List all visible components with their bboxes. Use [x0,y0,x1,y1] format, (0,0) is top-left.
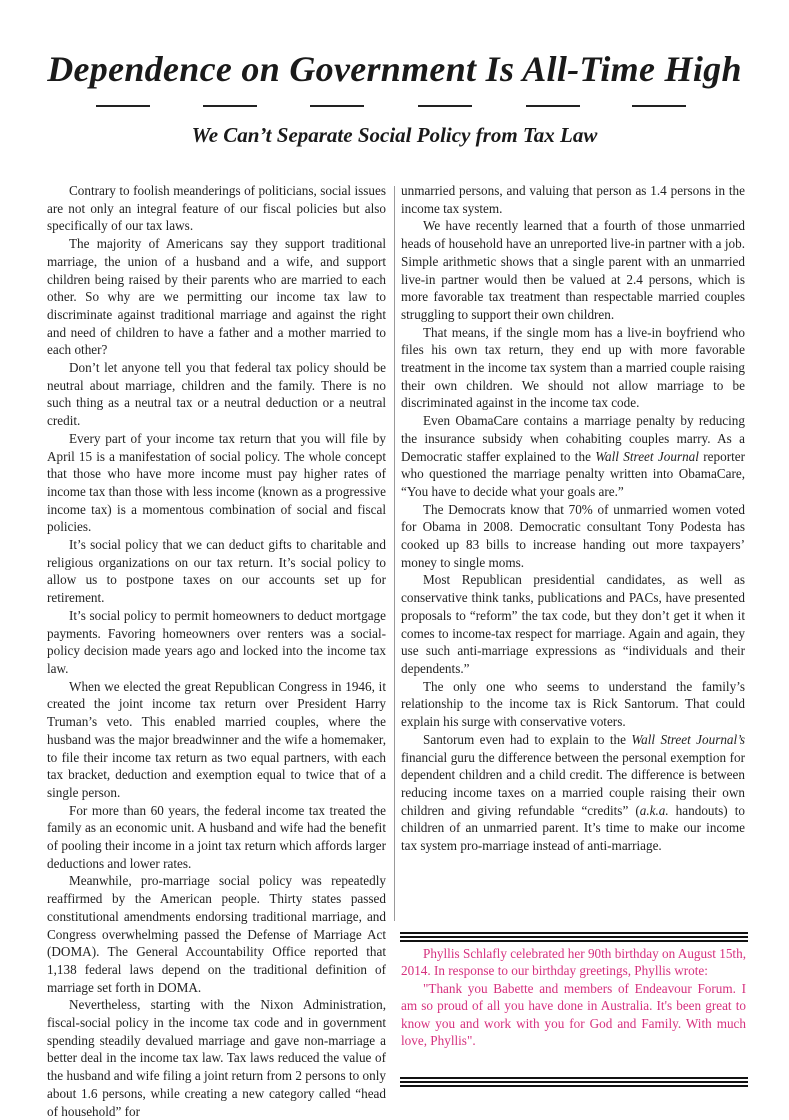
paragraph: unmarried persons, and valuing that person as 1.4 persons in the income tax system. [401,183,745,216]
paragraph: When we elected the great Republican Congress in 1946, it created the joint income tax return over President Harry Truman’s veto. This enabled married couples, where the husband was the major breadwinner and the wife a homemaker, to file their income tax return as two equal partners, with each tax bracket, deduction and exemption equal to twice that of a single person. [47,678,386,800]
paragraph: For more than 60 years, the federal income tax treated the family as an economic unit. A husband and wife had the benefit of pooling their income in a joint tax return which affords larger deductions and lower rates. [47,802,386,871]
decorative-dash-rule [96,105,686,109]
double-rule-top [400,932,748,944]
article-subheadline: We Can’t Separate Social Policy from Tax Law [191,123,598,147]
column-divider [394,186,395,921]
right-column [401,182,745,855]
publication-name: Wall Street Journal [595,448,699,464]
double-rule-bottom [400,1077,748,1089]
paragraph: Don’t let anyone tell you that federal tax policy should be neutral about marriage, children and the family. There is no such thing as a neutral tax or a neutral deduction or a neutral credit. [47,360,386,429]
paragraph: Nevertheless, starting with the Nixon Administration, fiscal-social policy in the income tax code and in government spending steadily devalued marriage and gave non-marriage a better deal in the income tax law. Tax laws reduced the value of the husband and wife filing a joint return from 2 persons to only about 1.6 persons, while creating a new category called “head of household” for [47,997,386,1119]
notice-quote: "Thank you Babette and members of Endeavour Forum. I am so proud of all you have done in Australia. It's been great to know you and work with you for God and Family. With much love, Phyllis". [401,980,746,1049]
paragraph: The only one who seems to understand the family’s relationship to the income tax is Rick Santorum. That could explain his surge with conservative voters. [401,678,745,730]
paragraph: It’s social policy that we can deduct gifts to charitable and religious organizations on our tax return. It’s social policy to allow us to postpone taxes on our accounts set up for retirement. [47,537,386,606]
notice-intro: Phyllis Schlafly celebrated her 90th birthday on August 15th, 2014. In response to our birthday greetings, Phyllis wrote: [401,946,746,979]
birthday-notice [401,945,746,1049]
article-headline: Dependence on Government Is All-Time High [47,49,742,89]
paragraph: Even ObamaCare contains a marriage penalty by reducing the insurance subsidy when cohabiting couples marry. As a Democratic staffer explained to the Wall Street Journal reporter who questioned the marriage penalty written into ObamaCare, “You have to decide what your goals are.” [401,413,746,499]
paragraph: We have recently learned that a fourth of those unmarried heads of household have an unreported live-in partner with a job. Simple arithmetic shows that a single parent with an unmarried live-in partner would then be valued at 2.4 persons, which is more favorable tax treatment than respectable married couples struggling to support their own children. [401,218,745,322]
publication-name: Wall Street Journal’s [631,731,745,747]
left-column [47,182,386,1120]
paragraph: The Democrats know that 70% of unmarried women voted for Obama in 2008. Democratic consultant Tony Podesta has cooked up 83 bills to increase handing out more taxpayers’ money to single moms. [401,501,745,570]
paragraph: Meanwhile, pro-marriage social policy was repeatedly reaffirmed by the American people. Thirty states passed constitutional amendments endorsing traditional marriage, and Congress overwhelming passed the Defense of Marriage Act (DOMA). The General Accountability Office reported that 1,138 federal laws depend on the traditional definition of marriage set forth in DOMA. [47,873,386,995]
paragraph: It’s social policy to permit homeowners to deduct mortgage payments. Favoring homeowners over renters was a social-policy decision made years ago and locked into the income tax law. [47,607,386,676]
paragraph: That means, if the single mom has a live-in boyfriend who files his own tax return, they end up with more favorable treatment in the income tax system than a married couple raising their own children. We should not allow marriage to be discriminated against in the income tax code. [401,324,745,411]
paragraph: Most Republican presidential candidates, as well as conservative think tanks, publications and PACs, have presented proposals to “reform” the tax code, but they don’t get it when it comes to income-tax respect for marriage. Again and again, they use such anti-marriage expressions as “individuals and their dependents.” [401,572,745,676]
paragraph: Santorum even had to explain to the Wall Street Journal’s financial guru the difference between the personal exemption for dependent children and a child credit. The difference is between reducing income taxes on a married couple raising their own children and giving refundable “credits” (a.k.a. handouts) to children of an unmarried parent. It’s time to make our income tax system pro-marriage instead of anti-marriage. [401,731,745,854]
paragraph: Contrary to foolish meanderings of politicians, social issues are not only an integral feature of our fiscal policies but also specifically of our tax laws. [47,183,386,234]
paragraph: Every part of your income tax return that you will file by April 15 is a manifestation of social policy. The whole concept that those who have more income must pay higher rates of income tax than those with less income (known as a progressive income tax) is a momentous combination of social and fiscal policies. [47,430,386,535]
paragraph: The majority of Americans say they support traditional marriage, the union of a husband and a wife, and support children being raised by their parents who are married to each other. So why are we permitting our income tax law to discriminate against traditional marriage and against the right and need of children to have a father and a mother married to each other? [47,236,386,358]
